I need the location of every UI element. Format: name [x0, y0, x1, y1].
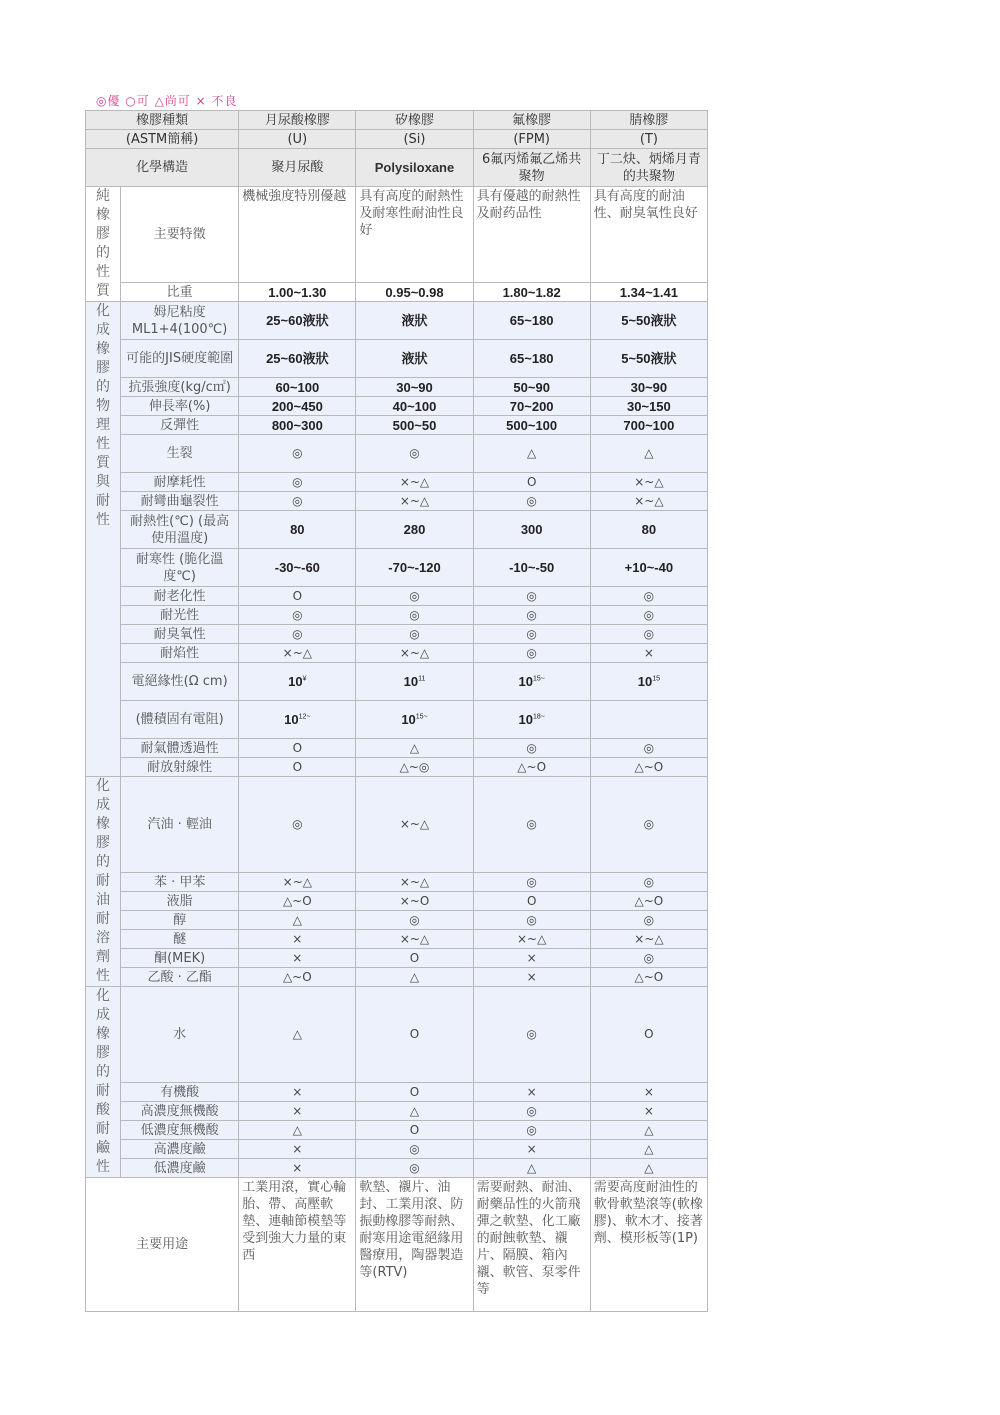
value-u: △ — [239, 987, 356, 1083]
main-usage-label: 主要用途 — [86, 1178, 239, 1312]
structure-label: 化學構造 — [86, 149, 239, 187]
value-si — [356, 701, 473, 739]
rubber-code-si: (Si) — [356, 130, 473, 149]
value-t: △ — [590, 1159, 707, 1178]
group-char: 膠 — [96, 1045, 111, 1061]
rubber-code-t: (T) — [590, 130, 707, 149]
value-si — [356, 663, 473, 701]
rubber-code-u: (U) — [239, 130, 356, 149]
usage-t: 需要高度耐油性的軟骨軟墊滾等(軟橡膠)、軟木才、接著劑、模形板等(1P) — [590, 1178, 707, 1312]
physical-row — [86, 606, 708, 625]
value-si: ×~△ — [356, 644, 473, 663]
power-exponent: 15~ — [415, 713, 428, 721]
group-char: 純 — [96, 188, 111, 204]
value-t: 30~150 — [590, 397, 707, 416]
property-label: 耐光性 — [121, 606, 239, 625]
rubber-code-fpm: (FPM) — [473, 130, 590, 149]
header-row-code — [86, 130, 708, 149]
value-t: ◎ — [590, 587, 707, 606]
value-t: △~O — [590, 892, 707, 911]
value-fpm: × — [473, 1140, 590, 1159]
value-t: △ — [590, 1140, 707, 1159]
power-base: 10 — [401, 712, 416, 727]
physical-row — [86, 473, 708, 492]
group-char: 成 — [96, 1007, 111, 1023]
value-u: -30~-60 — [239, 549, 356, 587]
value-fpm: 65~180 — [473, 302, 590, 340]
resistivity-row — [86, 701, 708, 739]
value-t: 80 — [590, 511, 707, 549]
value-si: ×~O — [356, 892, 473, 911]
value-u: ◎ — [239, 777, 356, 873]
value-u: △~O — [239, 892, 356, 911]
value-si: 液狀 — [356, 302, 473, 340]
value-fpm: △ — [473, 435, 590, 473]
value-si: 500~50 — [356, 416, 473, 435]
header-row-name — [86, 111, 708, 130]
group-oil-resistance — [86, 777, 121, 987]
main-usage-row — [86, 1178, 708, 1312]
rating-legend: ◎優 ○可 △尚可 × 不良 — [92, 92, 241, 112]
structure-fpm: 6氟丙烯氟乙烯共聚物 — [473, 149, 590, 187]
value-si: 40~100 — [356, 397, 473, 416]
property-label: 酮(MEK) — [121, 949, 239, 968]
group-char: 劑 — [96, 949, 111, 965]
value-fpm: ◎ — [473, 606, 590, 625]
property-label: 汽油 · 輕油 — [121, 777, 239, 873]
type-label: 橡膠種類 — [86, 111, 239, 130]
group-char: 性 — [96, 512, 111, 528]
group-char: 膠 — [96, 360, 111, 376]
value-fpm: O — [473, 892, 590, 911]
value-u: 25~60液狀 — [239, 340, 356, 378]
group-char: 橡 — [96, 207, 111, 223]
value-u: 800~300 — [239, 416, 356, 435]
value-t: ◎ — [590, 873, 707, 892]
oil-resistance-row — [86, 911, 708, 930]
oil-resistance-row — [86, 873, 708, 892]
group-char: 的 — [96, 854, 111, 870]
group-char: 耐 — [96, 1121, 111, 1137]
value-t: ×~△ — [590, 930, 707, 949]
value-fpm: 500~100 — [473, 416, 590, 435]
property-label: 抗張強度(kg/c㎡) — [121, 378, 239, 397]
acid-resistance-row — [86, 1121, 708, 1140]
value-t: O — [590, 987, 707, 1083]
value-si: ◎ — [356, 587, 473, 606]
value-fpm — [473, 701, 590, 739]
value-fpm: 65~180 — [473, 340, 590, 378]
value-fpm: 70~200 — [473, 397, 590, 416]
value-fpm: O — [473, 473, 590, 492]
power-base: 10 — [518, 712, 533, 727]
value-fpm: ◎ — [473, 911, 590, 930]
value-fpm: ◎ — [473, 1121, 590, 1140]
value-si: ◎ — [356, 606, 473, 625]
value-si: -70~-120 — [356, 549, 473, 587]
value-si: ×~△ — [356, 777, 473, 873]
value-t: ◎ — [590, 911, 707, 930]
physical-row — [86, 302, 708, 340]
value-t: ◎ — [590, 606, 707, 625]
group-char: 膠 — [96, 226, 111, 242]
power-exponent: 15~ — [532, 675, 545, 683]
physical-row — [86, 435, 708, 473]
property-label: 可能的JIS硬度範圍 — [121, 340, 239, 378]
group-char: 物 — [96, 398, 111, 414]
property-label: 高濃度鹼 — [121, 1140, 239, 1159]
physical-row — [86, 644, 708, 663]
value-fpm: ◎ — [473, 739, 590, 758]
group-char: 橡 — [96, 816, 111, 832]
value-t: 30~90 — [590, 378, 707, 397]
value-si: ×~△ — [356, 492, 473, 511]
value-u: × — [239, 930, 356, 949]
value-si: ◎ — [356, 911, 473, 930]
astm-label: (ASTM簡稱) — [86, 130, 239, 149]
group-char: 膠 — [96, 835, 111, 851]
value-t: ◎ — [590, 777, 707, 873]
value-fpm: ◎ — [473, 644, 590, 663]
value-fpm: × — [473, 1083, 590, 1102]
value-fpm: × — [473, 968, 590, 987]
property-label: 高濃度無機酸 — [121, 1102, 239, 1121]
group-char: 油 — [96, 892, 111, 908]
acid-resistance-row — [86, 1083, 708, 1102]
value-u: ×~△ — [239, 873, 356, 892]
physical-row — [86, 511, 708, 549]
usage-u: 工業用滾，實心輪胎、帶、高壓軟墊、連軸節模墊等受到強大力量的東西 — [239, 1178, 356, 1312]
acid-resistance-row — [86, 1140, 708, 1159]
group-char: 溶 — [96, 930, 111, 946]
physical-row — [86, 492, 708, 511]
value-u: O — [239, 739, 356, 758]
sg-fpm: 1.80~1.82 — [473, 283, 590, 302]
specific-gravity-row — [86, 283, 708, 302]
value-fpm: △ — [473, 1159, 590, 1178]
value-t: 700~100 — [590, 416, 707, 435]
property-label: 耐焰性 — [121, 644, 239, 663]
table-body — [86, 111, 708, 1312]
usage-si: 軟墊、襯片、油封、工業用滾、防振動橡膠等耐熱、耐寒用途電絕緣用醫療用，陶器製造等(RTV) — [356, 1178, 473, 1312]
header-row-structure — [86, 149, 708, 187]
value-si: △~◎ — [356, 758, 473, 777]
group-char: 與 — [96, 474, 111, 490]
group-char: 質 — [96, 283, 111, 299]
group-char: 化 — [96, 303, 111, 319]
group-char: 的 — [96, 245, 111, 261]
group-char: 鹼 — [96, 1140, 111, 1156]
value-fpm: ◎ — [473, 587, 590, 606]
property-label: 反彈性 — [121, 416, 239, 435]
value-t: △~O — [590, 758, 707, 777]
oil-resistance-row — [86, 777, 708, 873]
group-char: 耐 — [96, 1083, 111, 1099]
value-si: 液狀 — [356, 340, 473, 378]
value-t: ◎ — [590, 949, 707, 968]
value-u — [239, 701, 356, 739]
value-si: ×~△ — [356, 873, 473, 892]
value-t: +10~-40 — [590, 549, 707, 587]
value-u: △ — [239, 1121, 356, 1140]
specific-gravity-label: 比重 — [121, 283, 239, 302]
value-t: × — [590, 1102, 707, 1121]
group-acid-resistance — [86, 987, 121, 1178]
value-si: ◎ — [356, 435, 473, 473]
value-fpm: ◎ — [473, 625, 590, 644]
property-label: 醇 — [121, 911, 239, 930]
value-u: × — [239, 1083, 356, 1102]
value-u: 25~60液狀 — [239, 302, 356, 340]
value-u: ◎ — [239, 606, 356, 625]
physical-row — [86, 340, 708, 378]
physical-row — [86, 416, 708, 435]
value-si: ◎ — [356, 1140, 473, 1159]
property-label: 乙酸 · 乙酯 — [121, 968, 239, 987]
value-t: × — [590, 644, 707, 663]
value-u: 80 — [239, 511, 356, 549]
value-si: ◎ — [356, 1159, 473, 1178]
value-t: ×~△ — [590, 492, 707, 511]
property-label: 低濃度鹼 — [121, 1159, 239, 1178]
group-char: 耐 — [96, 493, 111, 509]
group-char: 性 — [96, 264, 111, 280]
value-t — [590, 701, 707, 739]
insulation-row — [86, 663, 708, 701]
value-si: O — [356, 1083, 473, 1102]
value-fpm: -10~-50 — [473, 549, 590, 587]
sg-si: 0.95~0.98 — [356, 283, 473, 302]
feature-u: 機械強度特別優越 — [239, 187, 356, 283]
value-fpm: ×~△ — [473, 930, 590, 949]
value-si: ◎ — [356, 625, 473, 644]
value-u: × — [239, 1140, 356, 1159]
value-fpm: ◎ — [473, 1102, 590, 1121]
value-t: △ — [590, 1121, 707, 1140]
value-fpm: ◎ — [473, 873, 590, 892]
value-fpm: △~O — [473, 758, 590, 777]
group-physical-properties — [86, 302, 121, 777]
acid-resistance-row — [86, 1102, 708, 1121]
value-u: △~O — [239, 968, 356, 987]
oil-resistance-row — [86, 949, 708, 968]
property-label: 液脂 — [121, 892, 239, 911]
power-base: 10 — [518, 674, 533, 689]
property-label: 生裂 — [121, 435, 239, 473]
feature-fpm: 具有優越的耐熱性及耐药品性 — [473, 187, 590, 283]
rubber-properties-table — [85, 110, 708, 1312]
value-t: 5~50液狀 — [590, 340, 707, 378]
value-fpm: ◎ — [473, 777, 590, 873]
property-label: 耐老化性 — [121, 587, 239, 606]
property-label: 水 — [121, 987, 239, 1083]
group-char: 性 — [96, 436, 111, 452]
physical-tail-row — [86, 758, 708, 777]
value-u: ◎ — [239, 492, 356, 511]
power-base: 10 — [637, 674, 653, 689]
property-label: 醚 — [121, 930, 239, 949]
structure-u: 聚月尿酸 — [239, 149, 356, 187]
group-char: 耐 — [96, 911, 111, 927]
acid-resistance-row — [86, 987, 708, 1083]
structure-t: 丁二炔、炳烯月青的共聚物 — [590, 149, 707, 187]
group-char: 的 — [96, 1064, 111, 1080]
power-base: 10 — [288, 674, 303, 689]
physical-row — [86, 625, 708, 644]
value-si: △ — [356, 968, 473, 987]
value-si: △ — [356, 739, 473, 758]
power-exponent: 12~ — [298, 713, 311, 721]
group-char: 理 — [96, 417, 111, 433]
value-u — [239, 663, 356, 701]
value-u: O — [239, 587, 356, 606]
property-label: 耐氣體透過性 — [121, 739, 239, 758]
property-label: 低濃度無機酸 — [121, 1121, 239, 1140]
value-u: △ — [239, 911, 356, 930]
sg-u: 1.00~1.30 — [239, 283, 356, 302]
property-label: 伸長率(%) — [121, 397, 239, 416]
physical-row — [86, 378, 708, 397]
property-label: 有機酸 — [121, 1083, 239, 1102]
rubber-name-fpm: 氟橡膠 — [473, 111, 590, 130]
feature-si: 具有高度的耐熱性及耐寒性耐油性良好 — [356, 187, 473, 283]
value-fpm: 50~90 — [473, 378, 590, 397]
power-exponent: 15 — [652, 675, 660, 683]
value-fpm: × — [473, 949, 590, 968]
group-char: 性 — [96, 968, 111, 984]
rubber-properties-table-wrap — [85, 110, 708, 1312]
structure-si: Polysiloxane — [356, 149, 473, 187]
main-features-row — [86, 187, 708, 283]
property-label: (體積固有電阻) — [121, 701, 239, 739]
value-fpm: ◎ — [473, 987, 590, 1083]
value-fpm: 300 — [473, 511, 590, 549]
property-label: 耐摩耗性 — [121, 473, 239, 492]
value-t: △ — [590, 435, 707, 473]
value-u: ×~△ — [239, 644, 356, 663]
power-exponent: 18~ — [532, 713, 545, 721]
oil-resistance-row — [86, 892, 708, 911]
group-char: 化 — [96, 778, 111, 794]
acid-resistance-row — [86, 1159, 708, 1178]
group-char: 成 — [96, 797, 111, 813]
group-char: 橡 — [96, 1026, 111, 1042]
group-char: 質 — [96, 455, 111, 471]
property-label: 耐熱性(℃) (最高使用溫度) — [121, 511, 239, 549]
group-pure-properties — [86, 187, 121, 302]
value-u: ◎ — [239, 473, 356, 492]
value-si: ×~△ — [356, 473, 473, 492]
main-features-label: 主要特徵 — [121, 187, 239, 283]
physical-row — [86, 549, 708, 587]
value-u: × — [239, 1159, 356, 1178]
value-t: 5~50液狀 — [590, 302, 707, 340]
power-exponent: 11 — [418, 675, 426, 683]
value-u: ◎ — [239, 435, 356, 473]
value-t — [590, 663, 707, 701]
power-exponent: ¥ — [302, 675, 307, 683]
value-si: 280 — [356, 511, 473, 549]
group-char: 耐 — [96, 873, 111, 889]
value-u: × — [239, 1102, 356, 1121]
value-fpm — [473, 663, 590, 701]
physical-row — [86, 587, 708, 606]
group-char: 的 — [96, 379, 111, 395]
value-si: △ — [356, 1102, 473, 1121]
value-u: × — [239, 949, 356, 968]
property-label: 耐臭氧性 — [121, 625, 239, 644]
value-si: O — [356, 1121, 473, 1140]
group-char: 成 — [96, 322, 111, 338]
group-char: 性 — [96, 1159, 111, 1175]
property-label: 姆尼粘度 ML1+4(100℃) — [121, 302, 239, 340]
rubber-name-u: 月尿酸橡膠 — [239, 111, 356, 130]
sg-t: 1.34~1.41 — [590, 283, 707, 302]
oil-resistance-row — [86, 930, 708, 949]
value-fpm: ◎ — [473, 492, 590, 511]
property-label: 耐寒性 (脆化溫度℃) — [121, 549, 239, 587]
value-u: 60~100 — [239, 378, 356, 397]
group-char: 酸 — [96, 1102, 111, 1118]
value-t: × — [590, 1083, 707, 1102]
physical-row — [86, 397, 708, 416]
value-si: ×~△ — [356, 930, 473, 949]
rubber-name-si: 矽橡膠 — [356, 111, 473, 130]
value-si: 30~90 — [356, 378, 473, 397]
physical-tail-row — [86, 739, 708, 758]
value-t: ×~△ — [590, 473, 707, 492]
property-label: 苯 · 甲苯 — [121, 873, 239, 892]
rubber-name-t: 腈橡膠 — [590, 111, 707, 130]
value-t: △~O — [590, 968, 707, 987]
group-char: 橡 — [96, 341, 111, 357]
power-base: 10 — [403, 674, 419, 689]
value-t: ◎ — [590, 625, 707, 644]
property-label: 耐彎曲龜裂性 — [121, 492, 239, 511]
usage-fpm: 需要耐熱、耐油、耐藥品性的火箭飛彈之軟墊、化工廠的耐蝕軟墊、襯片、隔膜、箱內襯、軟管、泵零件等 — [473, 1178, 590, 1312]
value-u: O — [239, 758, 356, 777]
oil-resistance-row — [86, 968, 708, 987]
power-base: 10 — [284, 712, 299, 727]
group-char: 化 — [96, 988, 111, 1004]
feature-t: 具有高度的耐油性、耐臭氧性良好 — [590, 187, 707, 283]
property-label: 電絕緣性(Ω cm) — [121, 663, 239, 701]
property-label: 耐放射線性 — [121, 758, 239, 777]
value-u: ◎ — [239, 625, 356, 644]
value-si: O — [356, 987, 473, 1083]
value-u: 200~450 — [239, 397, 356, 416]
value-si: O — [356, 949, 473, 968]
value-t: ◎ — [590, 739, 707, 758]
